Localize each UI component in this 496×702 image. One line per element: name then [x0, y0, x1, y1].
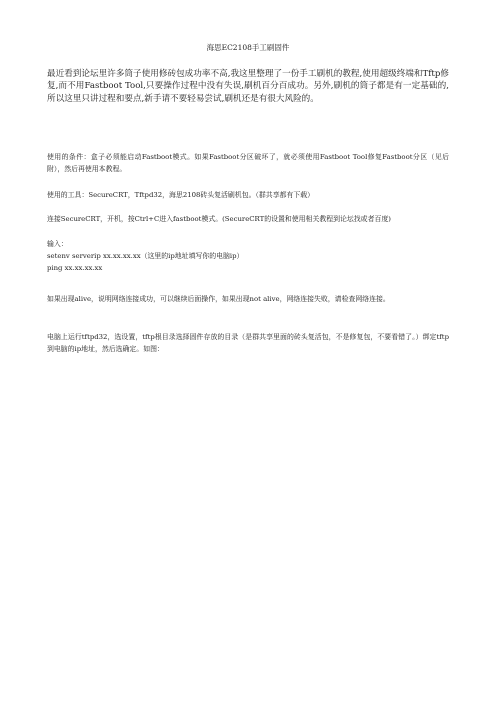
intro-paragraph: 最近看到论坛里许多筒子使用修砖包成功率不高,我这里整理了一份手工刷机的教程,使用超级终端和Tftp修复,而不用Fastboot Tool,只要操作过程中没有失误,刷机百分百成功。另外,刷机的筒子都是有一定基础的,所以这里只讲过程和要点,新手请不要轻易尝试,刷机还是有很大风险的。 [47, 69, 449, 104]
document-title: 海思EC2108手工刷固件 [206, 43, 290, 52]
connect-paragraph: 连接SecureCRT，开机，按Ctrl+C进入fastboot模式。(SecureCRT的设置和使用相关教程到论坛找或者百度) [47, 215, 391, 223]
tftp-paragraph: 电脑上运行tftpd32，选设置，tftp根目录选择固件存放的目录（是群共享里面的砖头复活包，不是修复包，不要看错了。）绑定tftp到电脑的ip地址，然后选确定。如图： [47, 333, 449, 353]
input-label: 输入： [47, 240, 68, 248]
result-paragraph: 如果出现alive，说明网络连接成功，可以继续后面操作，如果出现not alive，网络连接失败，请检查网络连接。 [47, 295, 390, 303]
conditions-paragraph: 使用的条件：盒子必须能启动Fastboot模式。如果Fastboot分区破坏了，就必须使用Fastboot Tool修复Fastboot分区（见后附），然后再使用本教程。 [47, 153, 449, 173]
command-block [47, 238, 449, 274]
ping-command: ping xx.xx.xx.xx [47, 264, 103, 272]
setenv-command: setenv serverip xx.xx.xx.xx（这里的ip地址填写你的电脑ip） [47, 252, 244, 260]
tools-paragraph: 使用的工具：SecureCRT，Tftpd32，海思2108砖头复活刷机包。（群共享都有下载） [47, 191, 315, 199]
